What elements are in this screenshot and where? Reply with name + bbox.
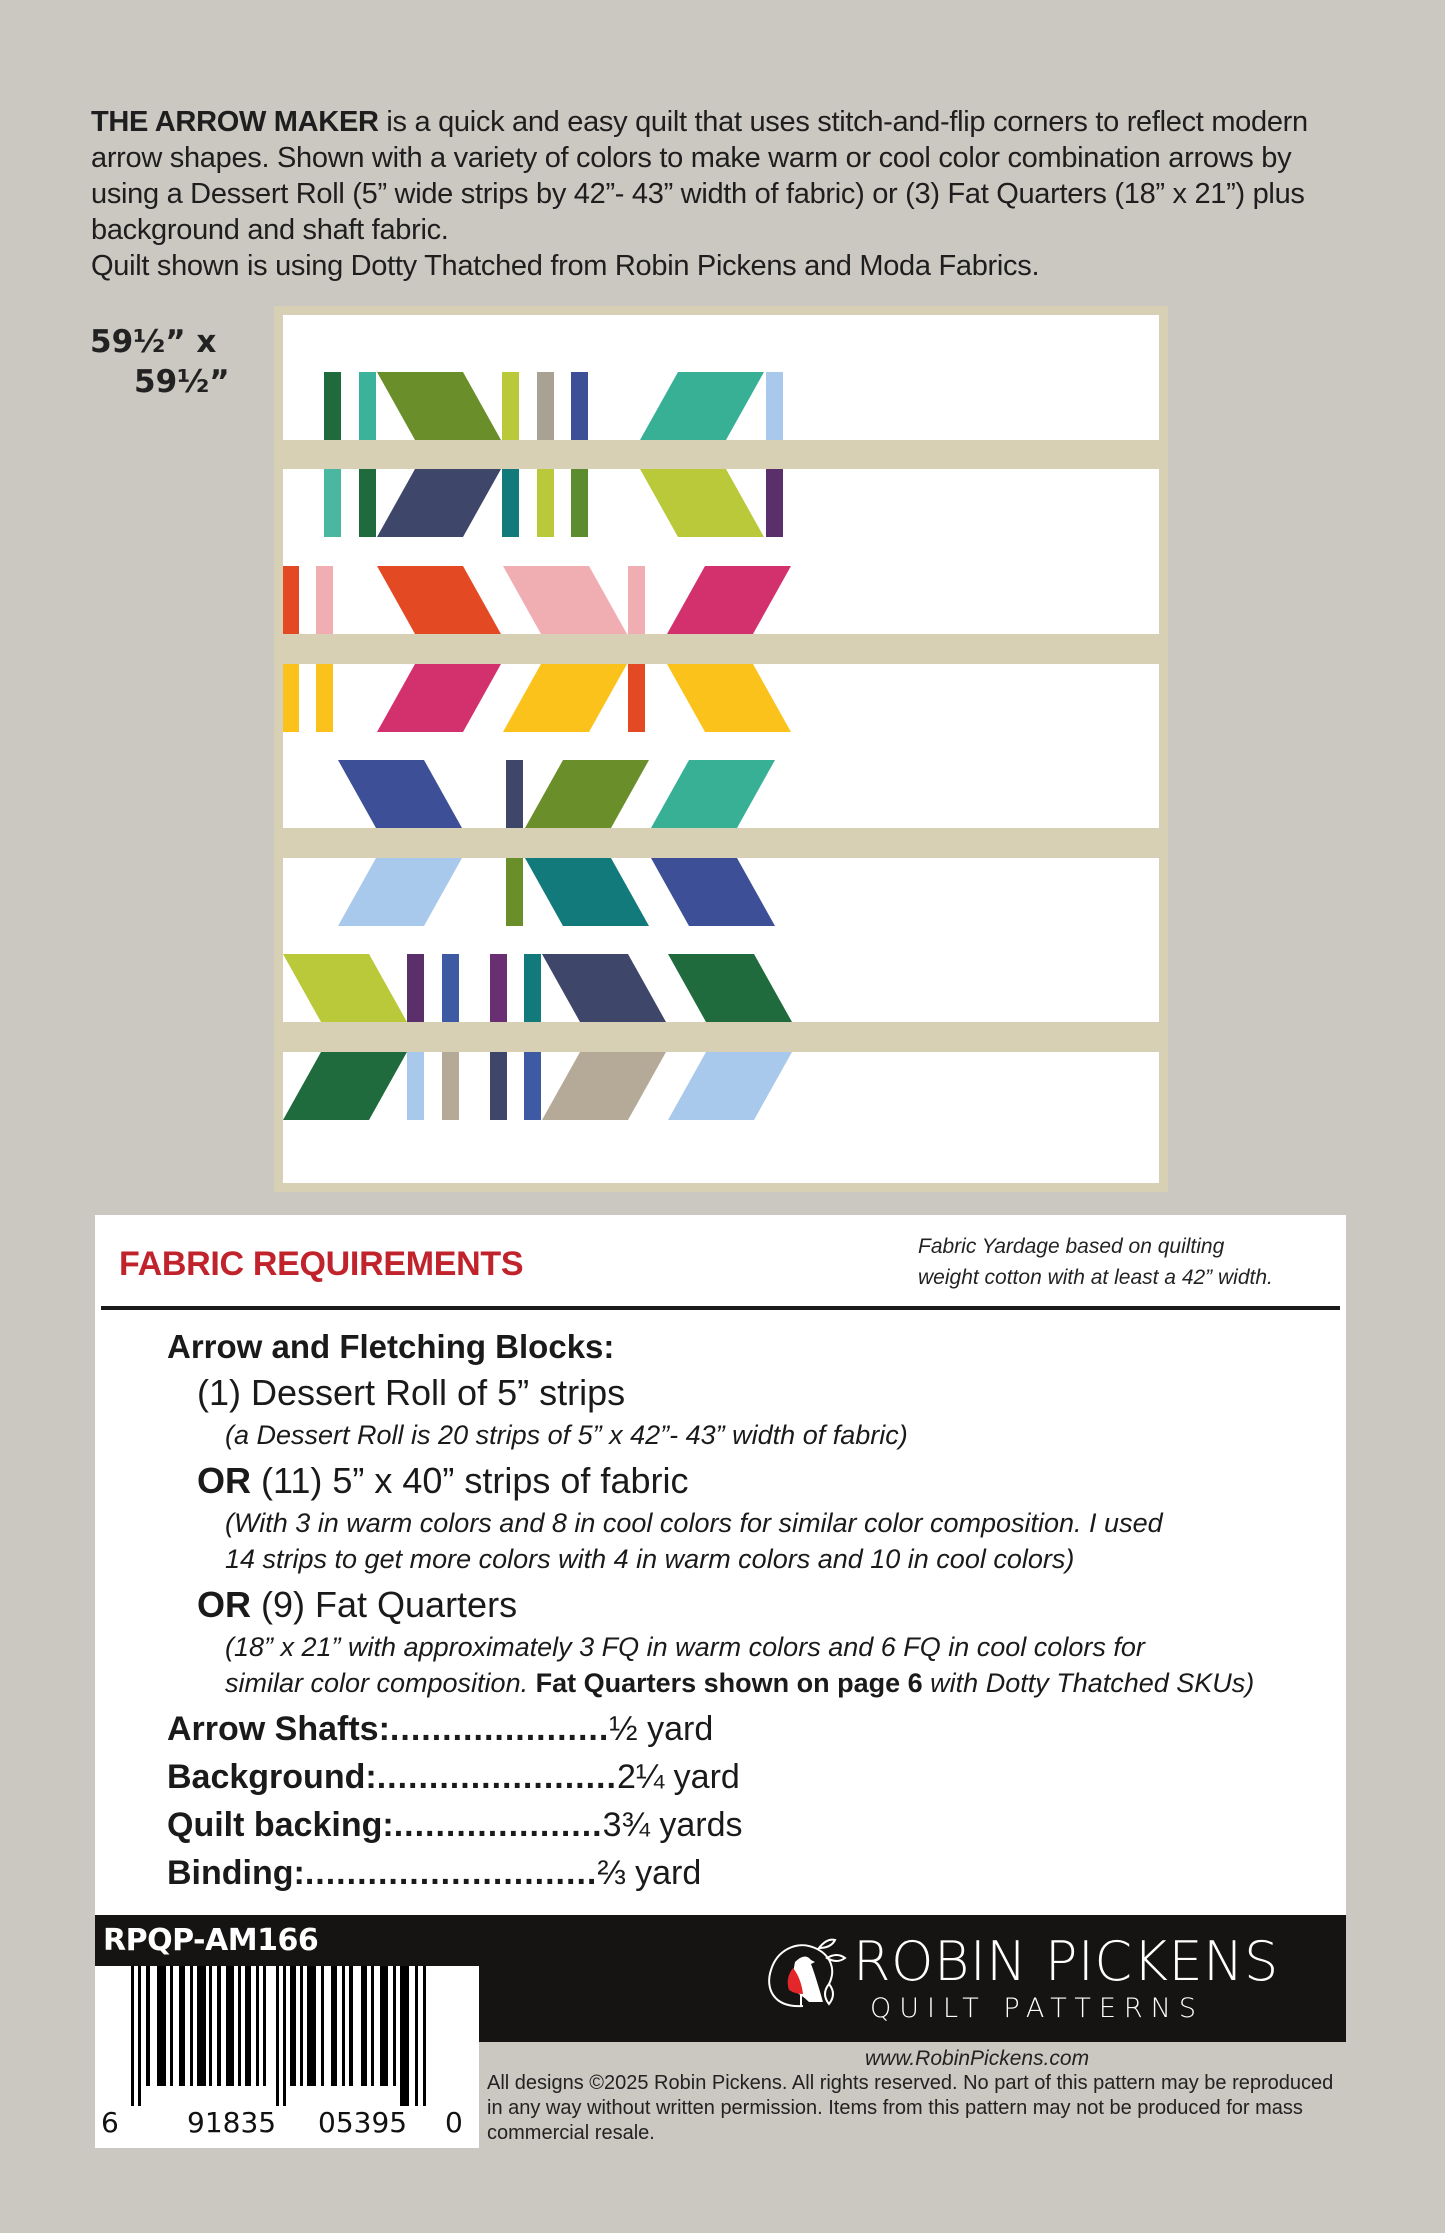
requirements-list (167, 1315, 1337, 1897)
fabric-requirements-panel (95, 1215, 1346, 1915)
yardage-backing: Quilt backing: .................... 3¾ yards (167, 1806, 743, 1844)
section-title: FABRIC REQUIREMENTS (119, 1245, 524, 1283)
option-dessert-roll: (1) Dessert Roll of 5” strips (197, 1372, 626, 1413)
divider (101, 1306, 1340, 1310)
intro-paragraph (91, 104, 1351, 284)
option-fat-quarters: OR (9) Fat Quarters (197, 1584, 518, 1625)
quilt-size-label (90, 322, 250, 402)
sku-code: RPQP-AM166 (103, 1923, 319, 1958)
shaft-3 (283, 828, 1159, 858)
yardage-note (918, 1231, 1338, 1293)
quilt-illustration (283, 315, 1159, 1183)
intro-fabric-line: Quilt shown is using Dotty Thatched from Robin Pickens and Moda Fabrics. (91, 250, 1040, 282)
website-link[interactable]: www.RobinPickens.com (865, 2047, 1090, 2070)
brand-subtitle: QUILT PATTERNS (870, 1993, 1204, 2024)
brand-logo (763, 1928, 1303, 2028)
quilt-size-line1: 59½” x (90, 324, 217, 360)
option-strips: OR (11) 5” x 40” strips of fabric (197, 1460, 689, 1501)
yardage-note-line1: Fabric Yardage based on quilting (918, 1235, 1225, 1258)
pattern-name: THE ARROW MAKER (91, 106, 379, 138)
section-heading: Arrow and Fletching Blocks: (167, 1328, 615, 1365)
intro-text: is a quick and easy quilt that uses stitch-and-flip corners to reflect modern arrow shapes. Shown with a variety of colors to make warm or cool color combination arrows by using a Dessert Roll (5” wide strips by 42”- 43” width of fabric) or (3) Fat Quarters (18” x 21”) plus background and shaft fabric. (91, 106, 1308, 246)
quilt-size-line2: 59½” (134, 364, 230, 400)
option-note: (a Dessert Roll is 20 strips of 5” x 42”- 43” width of fabric) (225, 1420, 908, 1450)
barcode-digits: 6 91835 05395 0 (101, 2106, 463, 2139)
option-note: (With 3 in warm colors and 8 in cool colors for similar color composition. I used 14 strips to get more colors with 4 in warm colors and 10 in cool colors) (225, 1508, 1163, 1574)
copyright-notice: All designs ©2025 Robin Pickens. All rights reserved. No part of this pattern may be reproduced in any way without written permission. Items from this pattern may not be produced for mass commercial resale. (487, 2072, 1334, 2144)
quilt-image (274, 306, 1168, 1192)
robin-bird-icon (763, 1928, 848, 2018)
option-note: (18” x 21” with approximately 3 FQ in warm colors and 6 FQ in cool colors for similar color composition. Fat Quarters shown on page 6 with Dotty Thatched SKUs) (225, 1632, 1255, 1698)
yardage-background: Background: ....................... 2¼ yard (167, 1758, 740, 1796)
yardage-arrow-shafts: Arrow Shafts: ..................... ½ yard (167, 1710, 714, 1748)
barcode (95, 1966, 479, 2148)
shaft-1 (283, 440, 1159, 469)
barcode-icon (95, 1966, 479, 2106)
yardage-note-line2: weight cotton with at least a 42” width. (918, 1266, 1273, 1289)
brand-name: ROBIN PICKENS (853, 1930, 1279, 1993)
shaft-4 (283, 1022, 1159, 1052)
shaft-2 (283, 634, 1159, 664)
yardage-binding: Binding: ............................ ⅔ yard (167, 1854, 702, 1892)
